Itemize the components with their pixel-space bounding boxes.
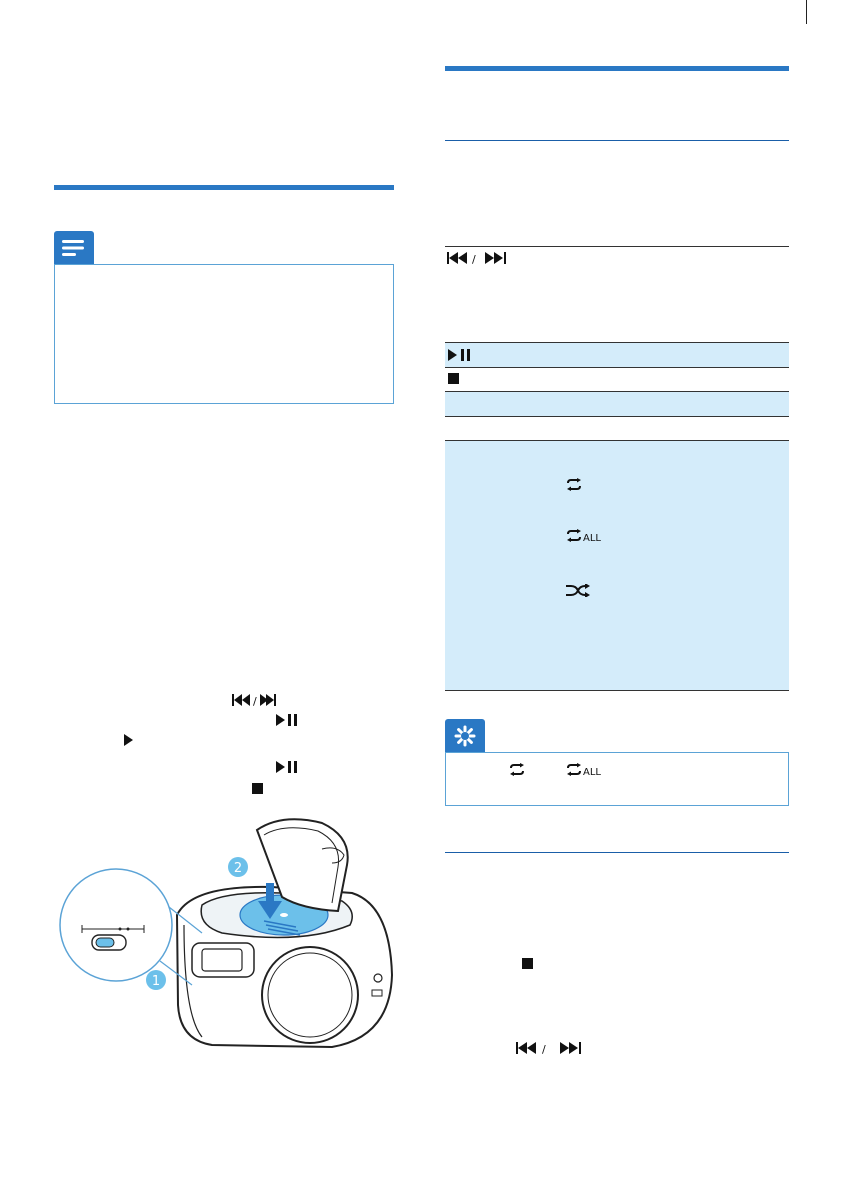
- page-edge-mark: [806, 0, 807, 24]
- cd-player-illustration: [52, 815, 398, 1055]
- svg-text:1: 1: [151, 974, 161, 989]
- play-pause-icon: [448, 349, 472, 361]
- prev-next-icon: [447, 252, 509, 264]
- play-pause-icon: [276, 714, 298, 726]
- table-row: [445, 391, 789, 416]
- play-icon: [124, 734, 134, 746]
- tip-icon: [445, 719, 485, 753]
- svg-text:2: 2: [233, 861, 243, 876]
- svg-text:/: /: [253, 695, 257, 706]
- note-label: [61, 271, 89, 285]
- tip-label: [452, 757, 470, 771]
- svg-text:/: /: [542, 1043, 546, 1054]
- table-row-mode: [445, 441, 789, 690]
- table-row-divider: [445, 246, 789, 247]
- repeat-icon: [508, 763, 526, 776]
- repeat-all-icon: [565, 529, 605, 542]
- table-row: [445, 342, 789, 367]
- play-pause-icon: [276, 761, 298, 773]
- stop-icon: [252, 783, 263, 794]
- repeat-icon: [565, 478, 583, 491]
- table-row-divider: [445, 416, 789, 417]
- note-box: [54, 264, 394, 404]
- svg-text:ALL: ALL: [583, 767, 601, 776]
- table-bottom-rule: [445, 690, 789, 691]
- subsection-rule-1: [445, 140, 789, 141]
- table-row-divider: [445, 391, 789, 392]
- svg-text:/: /: [472, 253, 476, 264]
- table-row-divider: [445, 342, 789, 343]
- prev-next-icon: [516, 1042, 582, 1054]
- tip-box: [445, 752, 789, 806]
- stop-icon: [522, 958, 533, 969]
- note-icon: [54, 231, 94, 265]
- stop-icon: [448, 373, 459, 384]
- table-row-divider: [445, 367, 789, 368]
- section-rule-left: [54, 185, 394, 190]
- prev-next-icons-step: [232, 694, 276, 706]
- section-rule-right: [445, 66, 789, 71]
- subsection-rule-2: [445, 852, 789, 853]
- svg-text:ALL: ALL: [583, 533, 601, 542]
- shuffle-icon: [566, 584, 590, 597]
- repeat-all-icon: [565, 763, 605, 776]
